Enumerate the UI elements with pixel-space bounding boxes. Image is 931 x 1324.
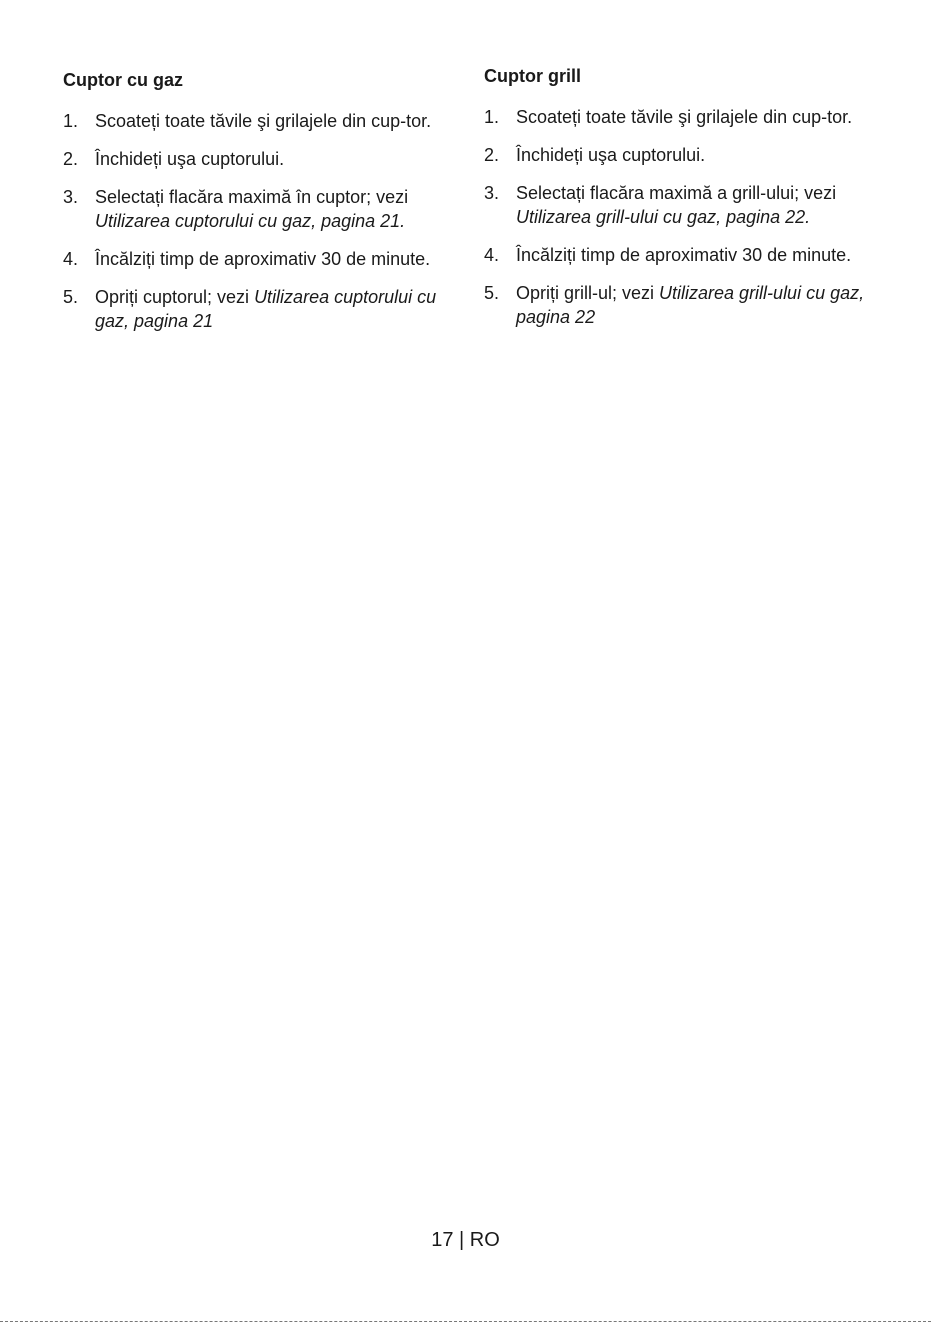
section-title-grill-oven: Cuptor grill <box>484 66 581 86</box>
step-text: Închideți uşa cuptorului. <box>95 149 285 169</box>
step-number: 4. <box>63 249 79 269</box>
step-text: Încălziți timp de aproximativ 30 de minute. <box>95 249 431 269</box>
page-reference: Utilizarea grill-ului cu gaz, pagina 22 <box>516 283 865 327</box>
step-text: Scoateți toate tăvile şi grilajele din cup-tor. <box>516 107 853 127</box>
step-number: 1. <box>63 111 79 131</box>
gas-oven-steps <box>63 109 463 347</box>
step-text: Selectați flacăra maximă în cuptor; vezi <box>95 187 409 207</box>
list-item <box>63 247 463 271</box>
list-item <box>63 109 463 133</box>
list-item <box>484 143 904 167</box>
step-number: 4. <box>484 245 500 265</box>
step-text: Selectați flacăra maximă a grill-ului; vezi <box>516 183 837 203</box>
list-item <box>484 281 904 329</box>
step-text: Opriți cuptorul; vezi <box>95 287 255 307</box>
step-number: 3. <box>63 187 79 207</box>
page-reference: Utilizarea grill-ului cu gaz, pagina 22. <box>516 207 811 227</box>
step-number: 5. <box>63 287 79 307</box>
step-text: Închideți uşa cuptorului. <box>516 145 706 165</box>
step-text: Încălziți timp de aproximativ 30 de minute. <box>516 245 852 265</box>
step-number: 2. <box>484 145 500 165</box>
list-item <box>63 285 463 333</box>
page-reference: Utilizarea cuptorului cu gaz, pagina 21. <box>95 211 406 231</box>
step-number: 3. <box>484 183 500 203</box>
list-item <box>484 181 904 229</box>
grill-oven-steps <box>484 105 904 343</box>
step-text: Opriți grill-ul; vezi <box>516 283 660 303</box>
list-item <box>63 185 463 233</box>
list-item <box>63 147 463 171</box>
step-number: 2. <box>63 149 79 169</box>
page-number: 17 | RO <box>431 1229 500 1251</box>
step-number: 1. <box>484 107 500 127</box>
page-reference: Utilizarea cuptorului cu gaz, pagina 21 <box>95 287 437 331</box>
step-number: 5. <box>484 283 500 303</box>
list-item <box>484 243 904 267</box>
list-item <box>484 105 904 129</box>
step-text: Scoateți toate tăvile şi grilajele din cup-tor. <box>95 111 432 131</box>
section-title-gas-oven: Cuptor cu gaz <box>63 70 183 90</box>
page-bottom-divider <box>0 1321 931 1322</box>
